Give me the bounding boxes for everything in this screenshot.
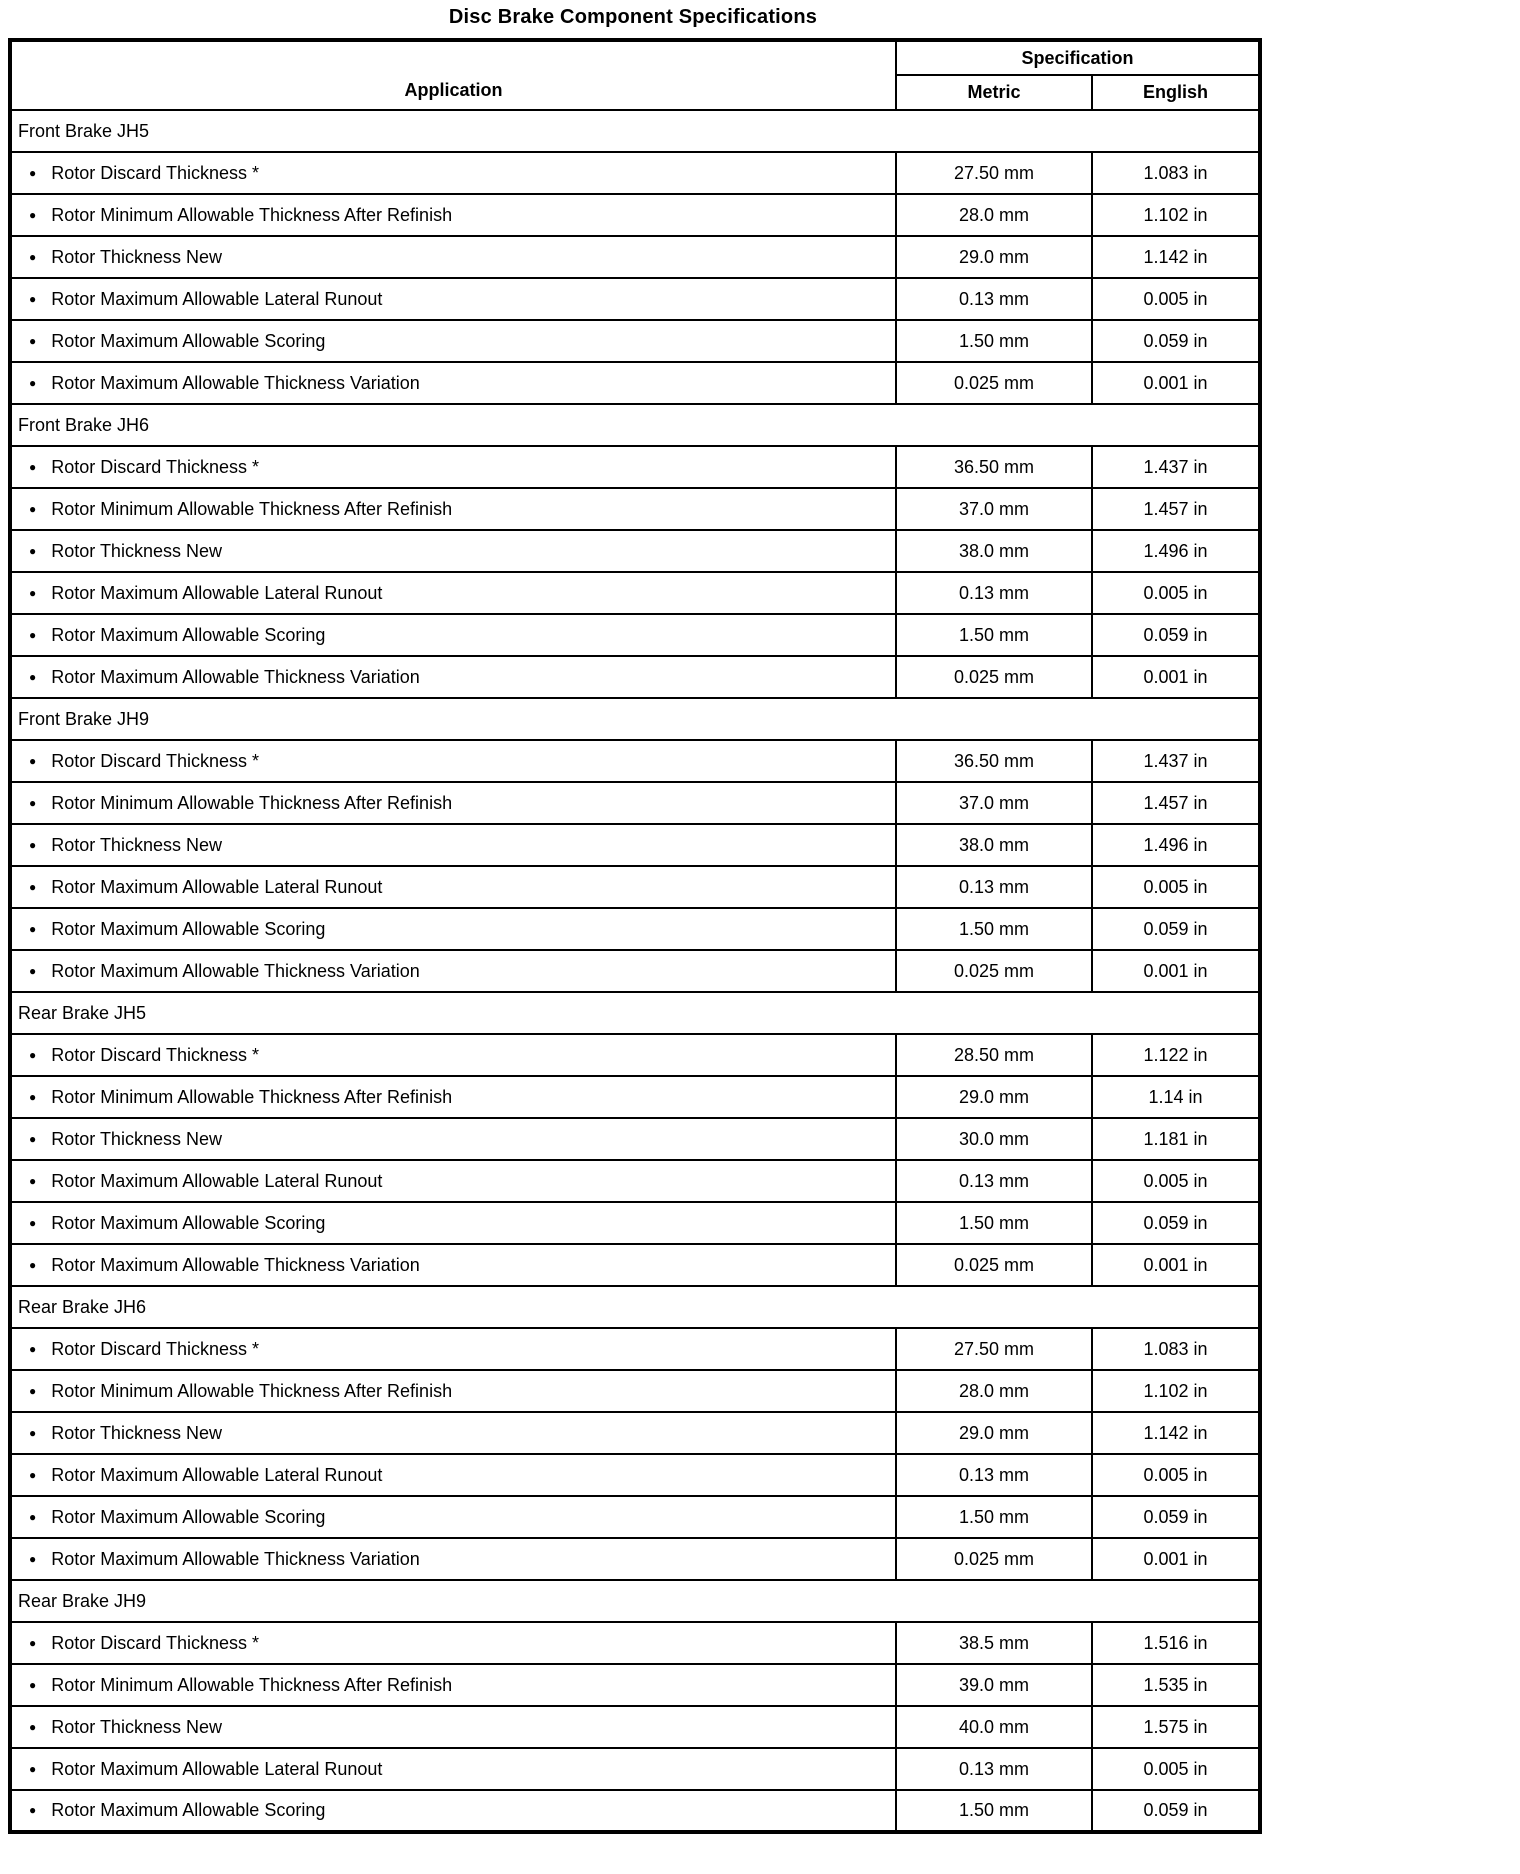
metric-value: 0.025 mm (896, 656, 1092, 698)
section-row (10, 404, 1260, 446)
row-label: Rotor Discard Thickness * (51, 162, 259, 183)
table-row (10, 320, 1260, 362)
english-value: 1.102 in (1092, 194, 1260, 236)
row-label-cell (10, 1160, 896, 1202)
row-label-cell (10, 488, 896, 530)
table-row (10, 1538, 1260, 1580)
english-value: 1.575 in (1092, 1706, 1260, 1748)
table-row (10, 1664, 1260, 1706)
column-header-application: Application (10, 40, 896, 110)
metric-value: 28.50 mm (896, 1034, 1092, 1076)
bullet-icon: ● (29, 669, 37, 684)
row-label-cell (10, 278, 896, 320)
table-row (10, 1748, 1260, 1790)
section-label: Front Brake JH9 (10, 698, 1260, 740)
section-label: Rear Brake JH9 (10, 1580, 1260, 1622)
metric-value: 0.13 mm (896, 1160, 1092, 1202)
column-header-specification: Specification (896, 40, 1260, 75)
table-row (10, 1790, 1260, 1832)
bullet-icon: ● (29, 291, 37, 306)
english-value: 1.496 in (1092, 824, 1260, 866)
metric-value: 0.13 mm (896, 1454, 1092, 1496)
row-label-cell (10, 908, 896, 950)
english-value: 1.457 in (1092, 488, 1260, 530)
row-label: Rotor Maximum Allowable Thickness Variation (51, 1548, 420, 1569)
row-label: Rotor Discard Thickness * (51, 1044, 259, 1065)
row-label: Rotor Maximum Allowable Scoring (51, 1212, 326, 1233)
section-row (10, 698, 1260, 740)
english-value: 1.496 in (1092, 530, 1260, 572)
table-row (10, 278, 1260, 320)
bullet-icon: ● (29, 753, 37, 768)
bullet-icon: ● (29, 459, 37, 474)
table-row (10, 740, 1260, 782)
row-label: Rotor Discard Thickness * (51, 456, 259, 477)
english-value: 1.457 in (1092, 782, 1260, 824)
table-row (10, 530, 1260, 572)
row-label-cell (10, 152, 896, 194)
bullet-icon: ● (29, 501, 37, 516)
bullet-icon: ● (29, 1047, 37, 1062)
table-row (10, 236, 1260, 278)
table-row (10, 1454, 1260, 1496)
bullet-icon: ● (29, 585, 37, 600)
table-row (10, 1412, 1260, 1454)
english-value: 0.059 in (1092, 1790, 1260, 1832)
row-label-cell (10, 1496, 896, 1538)
section-row (10, 992, 1260, 1034)
row-label-cell (10, 1076, 896, 1118)
table-row (10, 1244, 1260, 1286)
row-label: Rotor Thickness New (51, 246, 222, 267)
metric-value: 1.50 mm (896, 1202, 1092, 1244)
metric-value: 1.50 mm (896, 320, 1092, 362)
row-label: Rotor Maximum Allowable Thickness Variation (51, 372, 420, 393)
metric-value: 1.50 mm (896, 1496, 1092, 1538)
metric-value: 37.0 mm (896, 782, 1092, 824)
row-label: Rotor Minimum Allowable Thickness After Refinish (51, 1086, 453, 1107)
table-row (10, 446, 1260, 488)
table-row (10, 824, 1260, 866)
row-label: Rotor Thickness New (51, 1422, 222, 1443)
english-value: 1.14 in (1092, 1076, 1260, 1118)
english-value: 0.005 in (1092, 866, 1260, 908)
metric-value: 29.0 mm (896, 1076, 1092, 1118)
table-row (10, 1370, 1260, 1412)
row-label-cell (10, 1622, 896, 1664)
row-label: Rotor Discard Thickness * (51, 750, 259, 771)
bullet-icon: ● (29, 1803, 37, 1817)
row-label: Rotor Minimum Allowable Thickness After Refinish (51, 1674, 453, 1695)
english-value: 1.535 in (1092, 1664, 1260, 1706)
bullet-icon: ● (29, 1257, 37, 1272)
metric-value: 36.50 mm (896, 740, 1092, 782)
section-label: Rear Brake JH6 (10, 1286, 1260, 1328)
english-value: 0.059 in (1092, 908, 1260, 950)
table-body (10, 110, 1260, 1832)
table-row (10, 488, 1260, 530)
bullet-icon: ● (29, 837, 37, 852)
row-label-cell (10, 1202, 896, 1244)
bullet-icon: ● (29, 1131, 37, 1146)
english-value: 1.437 in (1092, 446, 1260, 488)
metric-value: 38.5 mm (896, 1622, 1092, 1664)
row-label: Rotor Maximum Allowable Thickness Variation (51, 666, 420, 687)
table-row (10, 194, 1260, 236)
column-header-english: English (1092, 75, 1260, 110)
english-value: 1.516 in (1092, 1622, 1260, 1664)
row-label: Rotor Discard Thickness * (51, 1632, 259, 1653)
section-label: Rear Brake JH5 (10, 992, 1260, 1034)
bullet-icon: ● (29, 1761, 37, 1776)
bullet-icon: ● (29, 1173, 37, 1188)
english-value: 1.142 in (1092, 236, 1260, 278)
row-label-cell (10, 1118, 896, 1160)
row-label: Rotor Maximum Allowable Lateral Runout (51, 1758, 383, 1779)
table-row (10, 1034, 1260, 1076)
english-value: 1.181 in (1092, 1118, 1260, 1160)
row-label-cell (10, 1034, 896, 1076)
row-label-cell (10, 530, 896, 572)
metric-value: 38.0 mm (896, 824, 1092, 866)
metric-value: 0.13 mm (896, 866, 1092, 908)
metric-value: 0.025 mm (896, 950, 1092, 992)
row-label-cell (10, 824, 896, 866)
column-header-metric: Metric (896, 75, 1092, 110)
bullet-icon: ● (29, 1677, 37, 1692)
row-label-cell (10, 194, 896, 236)
english-value: 1.083 in (1092, 152, 1260, 194)
row-label-cell (10, 740, 896, 782)
bullet-icon: ● (29, 1341, 37, 1356)
english-value: 0.005 in (1092, 1160, 1260, 1202)
row-label: Rotor Thickness New (51, 1716, 222, 1737)
bullet-icon: ● (29, 879, 37, 894)
metric-value: 0.13 mm (896, 278, 1092, 320)
row-label: Rotor Minimum Allowable Thickness After Refinish (51, 204, 453, 225)
bullet-icon: ● (29, 627, 37, 642)
metric-value: 0.025 mm (896, 362, 1092, 404)
row-label: Rotor Maximum Allowable Scoring (51, 918, 326, 939)
bullet-icon: ● (29, 1719, 37, 1734)
english-value: 0.001 in (1092, 1244, 1260, 1286)
row-label: Rotor Thickness New (51, 834, 222, 855)
page-title: Disc Brake Component Specifications (448, 6, 818, 28)
row-label-cell (10, 1664, 896, 1706)
row-label-cell (10, 1790, 896, 1832)
bullet-icon: ● (29, 795, 37, 810)
row-label-cell (10, 1454, 896, 1496)
row-label: Rotor Maximum Allowable Lateral Runout (51, 288, 383, 309)
row-label-cell (10, 320, 896, 362)
row-label-cell (10, 950, 896, 992)
table-row (10, 362, 1260, 404)
english-value: 0.005 in (1092, 1748, 1260, 1790)
bullet-icon: ● (29, 963, 37, 978)
table-row (10, 1076, 1260, 1118)
row-label: Rotor Discard Thickness * (51, 1338, 259, 1359)
metric-value: 1.50 mm (896, 614, 1092, 656)
table-row (10, 1496, 1260, 1538)
row-label: Rotor Minimum Allowable Thickness After Refinish (51, 498, 453, 519)
english-value: 0.001 in (1092, 1538, 1260, 1580)
english-value: 0.059 in (1092, 1202, 1260, 1244)
table-row (10, 1706, 1260, 1748)
section-row (10, 110, 1260, 152)
row-label: Rotor Maximum Allowable Lateral Runout (51, 582, 383, 603)
row-label: Rotor Maximum Allowable Lateral Runout (51, 876, 383, 897)
row-label: Rotor Maximum Allowable Scoring (51, 330, 326, 351)
table-row (10, 656, 1260, 698)
row-label-cell (10, 1748, 896, 1790)
row-label-cell (10, 1328, 896, 1370)
english-value: 0.001 in (1092, 950, 1260, 992)
section-label: Front Brake JH6 (10, 404, 1260, 446)
metric-value: 0.13 mm (896, 572, 1092, 614)
table-row (10, 1160, 1260, 1202)
bullet-icon: ● (29, 543, 37, 558)
bullet-icon: ● (29, 1509, 37, 1524)
table-row (10, 782, 1260, 824)
bullet-icon: ● (29, 1425, 37, 1440)
metric-value: 40.0 mm (896, 1706, 1092, 1748)
row-label-cell (10, 1412, 896, 1454)
row-label: Rotor Maximum Allowable Lateral Runout (51, 1464, 383, 1485)
metric-value: 28.0 mm (896, 1370, 1092, 1412)
metric-value: 36.50 mm (896, 446, 1092, 488)
bullet-icon: ● (29, 249, 37, 264)
row-label: Rotor Maximum Allowable Scoring (51, 1506, 326, 1527)
table-row (10, 614, 1260, 656)
metric-value: 29.0 mm (896, 236, 1092, 278)
section-label: Front Brake JH5 (10, 110, 1260, 152)
bullet-icon: ● (29, 1467, 37, 1482)
row-label: Rotor Maximum Allowable Lateral Runout (51, 1170, 383, 1191)
table-row (10, 1202, 1260, 1244)
row-label: Rotor Maximum Allowable Thickness Variation (51, 1254, 420, 1275)
table-row (10, 866, 1260, 908)
table-row (10, 572, 1260, 614)
table-row (10, 1622, 1260, 1664)
metric-value: 0.025 mm (896, 1244, 1092, 1286)
english-value: 0.005 in (1092, 1454, 1260, 1496)
metric-value: 29.0 mm (896, 1412, 1092, 1454)
table-row (10, 152, 1260, 194)
row-label-cell (10, 866, 896, 908)
bullet-icon: ● (29, 375, 37, 390)
metric-value: 1.50 mm (896, 1790, 1092, 1832)
bullet-icon: ● (29, 921, 37, 936)
bullet-icon: ● (29, 1383, 37, 1398)
metric-value: 27.50 mm (896, 152, 1092, 194)
table-row (10, 950, 1260, 992)
metric-value: 30.0 mm (896, 1118, 1092, 1160)
metric-value: 1.50 mm (896, 908, 1092, 950)
section-row (10, 1580, 1260, 1622)
english-value: 1.437 in (1092, 740, 1260, 782)
bullet-icon: ● (29, 165, 37, 180)
table-row (10, 1118, 1260, 1160)
row-label: Rotor Maximum Allowable Scoring (51, 1800, 326, 1820)
row-label: Rotor Maximum Allowable Thickness Variation (51, 960, 420, 981)
row-label-cell (10, 446, 896, 488)
row-label-cell (10, 614, 896, 656)
document (8, 0, 1258, 1834)
bullet-icon: ● (29, 333, 37, 348)
bullet-icon: ● (29, 1635, 37, 1650)
row-label-cell (10, 782, 896, 824)
metric-value: 38.0 mm (896, 530, 1092, 572)
row-label: Rotor Thickness New (51, 540, 222, 561)
spec-table (8, 38, 1262, 1834)
english-value: 1.122 in (1092, 1034, 1260, 1076)
english-value: 0.005 in (1092, 278, 1260, 320)
table-row (10, 1328, 1260, 1370)
english-value: 1.142 in (1092, 1412, 1260, 1454)
metric-value: 39.0 mm (896, 1664, 1092, 1706)
bullet-icon: ● (29, 207, 37, 222)
english-value: 1.102 in (1092, 1370, 1260, 1412)
section-row (10, 1286, 1260, 1328)
row-label-cell (10, 1244, 896, 1286)
bullet-icon: ● (29, 1089, 37, 1104)
english-value: 0.001 in (1092, 656, 1260, 698)
metric-value: 27.50 mm (896, 1328, 1092, 1370)
english-value: 0.001 in (1092, 362, 1260, 404)
row-label-cell (10, 362, 896, 404)
row-label: Rotor Maximum Allowable Scoring (51, 624, 326, 645)
table-row (10, 908, 1260, 950)
bullet-icon: ● (29, 1215, 37, 1230)
row-label: Rotor Minimum Allowable Thickness After Refinish (51, 792, 453, 813)
row-label: Rotor Minimum Allowable Thickness After Refinish (51, 1380, 453, 1401)
metric-value: 28.0 mm (896, 194, 1092, 236)
row-label-cell (10, 1370, 896, 1412)
english-value: 1.083 in (1092, 1328, 1260, 1370)
english-value: 0.059 in (1092, 614, 1260, 656)
row-label-cell (10, 236, 896, 278)
bullet-icon: ● (29, 1551, 37, 1566)
metric-value: 37.0 mm (896, 488, 1092, 530)
metric-value: 0.13 mm (896, 1748, 1092, 1790)
english-value: 0.059 in (1092, 1496, 1260, 1538)
row-label: Rotor Thickness New (51, 1128, 222, 1149)
header-row-top (10, 40, 1260, 75)
row-label-cell (10, 656, 896, 698)
table-header (10, 40, 1260, 110)
metric-value: 0.025 mm (896, 1538, 1092, 1580)
row-label-cell (10, 572, 896, 614)
english-value: 0.059 in (1092, 320, 1260, 362)
row-label-cell (10, 1706, 896, 1748)
row-label-cell (10, 1538, 896, 1580)
english-value: 0.005 in (1092, 572, 1260, 614)
